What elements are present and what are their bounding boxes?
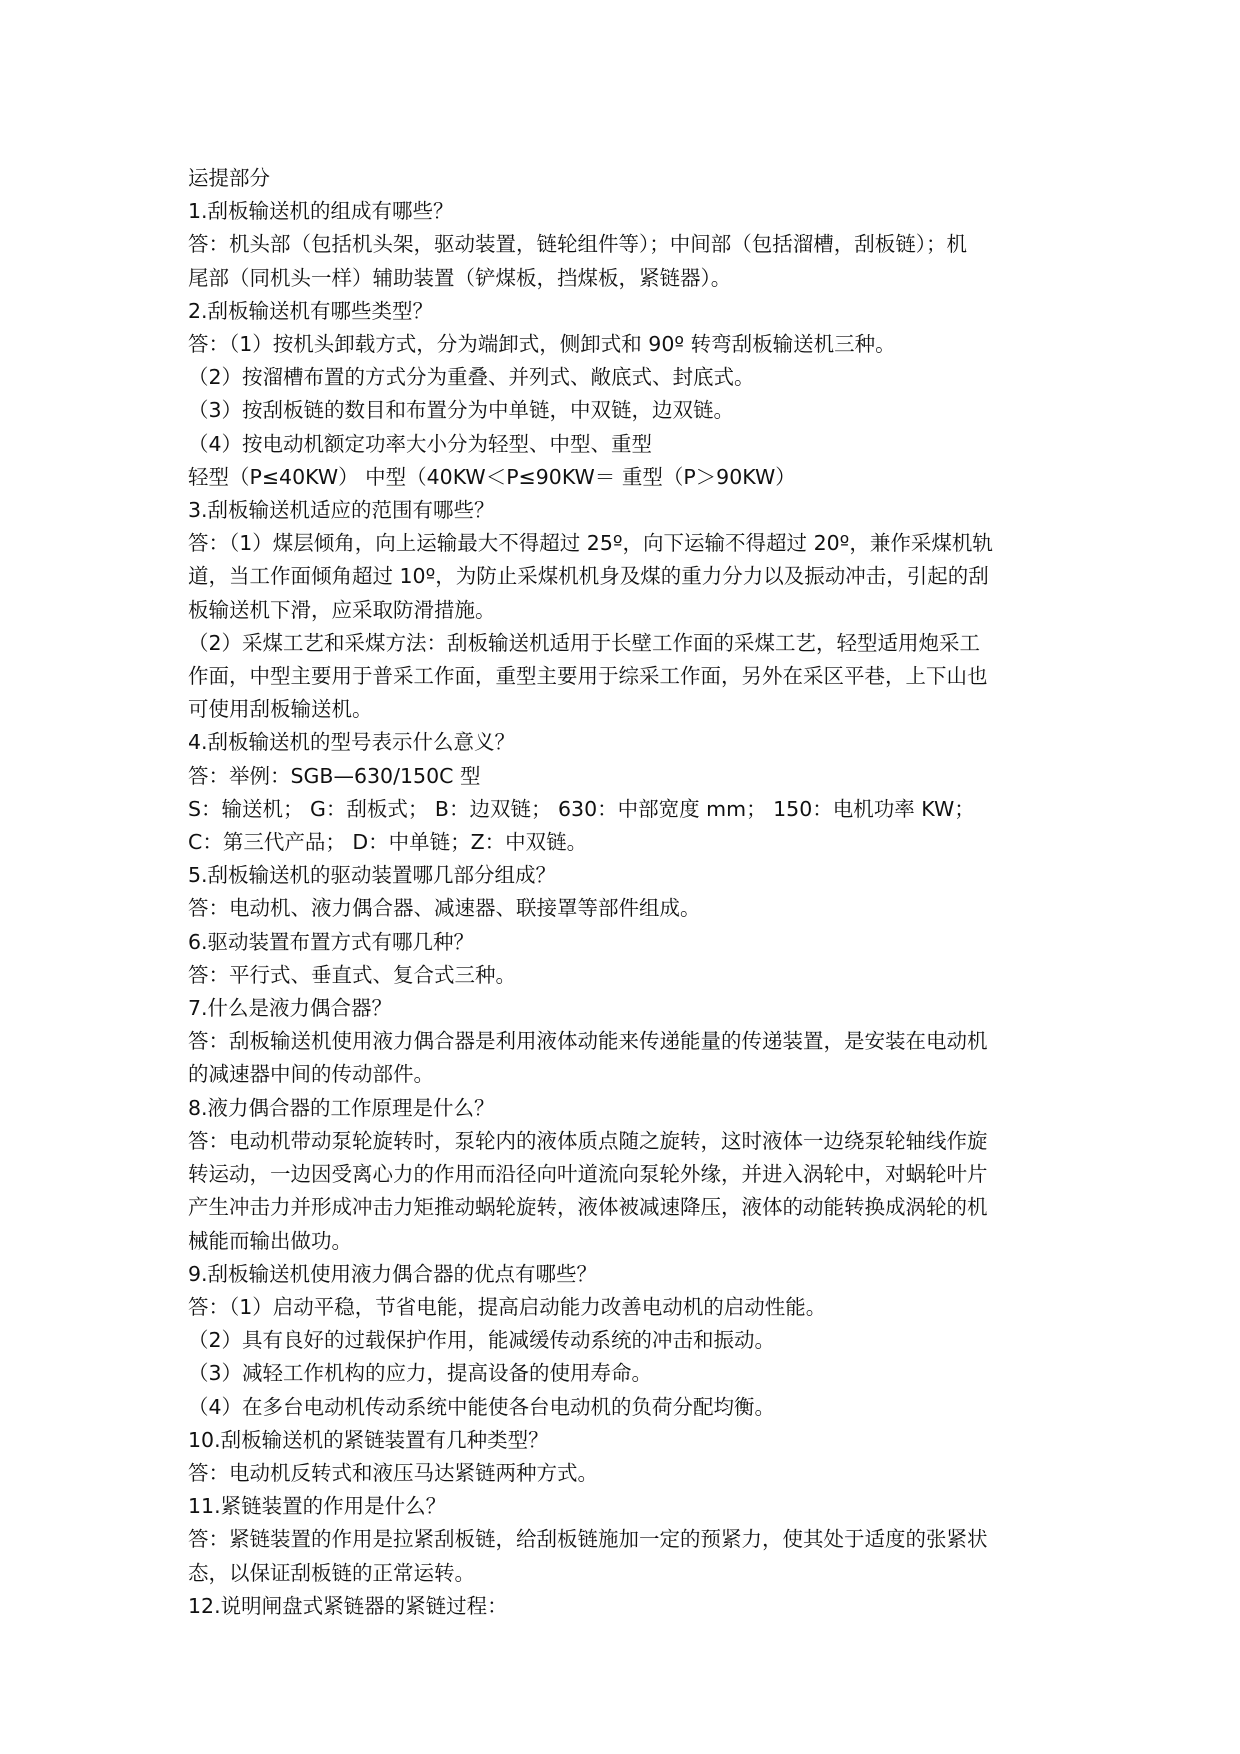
answer-2-item-1: 答：（1）按机头卸载方式，分为端卸式，侧卸式和 90º 转弯刮板输送机三种。 [188, 332, 896, 357]
answer-3-line-4: （2）采煤工艺和采煤方法：刮板输送机适用于长壁工作面的采煤工艺，轻型适用炮采工 [188, 630, 981, 655]
answer-3-line-5: 作面，中型主要用于普采工作面，重型主要用于综采工作面，另外在采区平巷，上下山也 [188, 664, 988, 689]
question-12: 12.说明闸盘式紧链器的紧链过程： [188, 1593, 508, 1618]
answer-3-line-1: 答：（1）煤层倾角，向上运输最大不得超过 25º，向下运输不得超过 20º，兼作采煤机轨 [188, 531, 993, 556]
question-3: 3.刮板输送机适应的范围有哪些？ [188, 498, 495, 523]
answer-8-line-3: 产生冲击力并形成冲击力矩推动蜗轮旋转，液体被减速降压，液体的动能转换成涡轮的机 [188, 1195, 988, 1220]
answer-4-line-1: 答：举例：SGB—630/150C 型 [188, 763, 481, 788]
answer-9-item-2: （2）具有良好的过载保护作用，能减缓传动系统的冲击和振动。 [188, 1328, 776, 1353]
answer-2-power-ranges: 轻型（P≤40KW） 中型（40KW＜P≤90KW＝ 重型（P＞90KW） [188, 464, 796, 489]
answer-1-line-1: 答：机头部（包括机头架，驱动装置，链轮组件等）；中间部（包括溜槽，刮板链）；机 [188, 232, 967, 257]
answer-2-item-2: （2）按溜槽布置的方式分为重叠、并列式、敞底式、封底式。 [188, 365, 755, 390]
question-9: 9.刮板输送机使用液力偶合器的优点有哪些？ [188, 1261, 598, 1286]
answer-9-item-4: （4）在多台电动机传动系统中能使各台电动机的负荷分配均衡。 [188, 1394, 776, 1419]
question-11: 11.紧链装置的作用是什么？ [188, 1494, 447, 1519]
answer-5: 答：电动机、液力偶合器、减速器、联接罩等部件组成。 [188, 896, 701, 921]
question-6: 6.驱动装置布置方式有哪几种？ [188, 929, 475, 954]
answer-3-line-2: 道，当工作面倾角超过 10º，为防止采煤机机身及煤的重力分力以及振动冲击，引起的刮 [188, 564, 989, 589]
answer-8-line-2: 转运动，一边因受离心力的作用而沿径向叶道流向泵轮外缘，并进入涡轮中，对蜗轮叶片 [188, 1162, 988, 1187]
question-1: 1.刮板输送机的组成有哪些？ [188, 199, 454, 224]
answer-4-line-2: S：输送机； G：刮板式； B：边双链； 630：中部宽度 mm； 150：电机功率 KW； [188, 796, 975, 821]
question-8: 8.液力偶合器的工作原理是什么？ [188, 1095, 495, 1120]
document-body [188, 162, 1058, 1623]
answer-7-line-1: 答：刮板输送机使用液力偶合器是利用液体动能来传递能量的传递装置，是安装在电动机 [188, 1029, 988, 1054]
question-5: 5.刮板输送机的驱动装置哪几部分组成？ [188, 863, 557, 888]
answer-6: 答：平行式、垂直式、复合式三种。 [188, 962, 516, 987]
answer-10: 答：电动机反转式和液压马达紧链两种方式。 [188, 1460, 598, 1485]
answer-1-line-2: 尾部（同机头一样）辅助装置（铲煤板，挡煤板，紧链器）。 [188, 265, 732, 290]
answer-4-line-3: C：第三代产品； D：中单链；Z：中双链。 [188, 830, 588, 855]
question-4: 4.刮板输送机的型号表示什么意义？ [188, 730, 516, 755]
answer-11-line-2: 态，以保证刮板链的正常运转。 [188, 1560, 475, 1585]
question-7: 7.什么是液力偶合器？ [188, 996, 393, 1021]
answer-9-item-1: 答：（1）启动平稳，节省电能，提高启动能力改善电动机的启动性能。 [188, 1294, 827, 1319]
answer-2-item-3: （3）按刮板链的数目和布置分为中单链，中双链，边双链。 [188, 398, 735, 423]
answer-11-line-1: 答：紧链装置的作用是拉紧刮板链，给刮板链施加一定的预紧力，使其处于适度的张紧状 [188, 1527, 988, 1552]
answer-8-line-1: 答：电动机带动泵轮旋转时，泵轮内的液体质点随之旋转，这时液体一边绕泵轮轴线作旋 [188, 1128, 988, 1153]
answer-3-line-3: 板输送机下滑，应采取防滑措施。 [188, 597, 496, 622]
question-10: 10.刮板输送机的紧链装置有几种类型？ [188, 1427, 549, 1452]
answer-2-item-4: （4）按电动机额定功率大小分为轻型、中型、重型 [188, 431, 653, 456]
answer-7-line-2: 的减速器中间的传动部件。 [188, 1062, 434, 1087]
answer-8-line-4: 械能而输出做功。 [188, 1228, 352, 1253]
answer-9-item-3: （3）减轻工作机构的应力，提高设备的使用寿命。 [188, 1361, 653, 1386]
answer-3-line-6: 可使用刮板输送机。 [188, 697, 373, 722]
section-title: 运提部分 [188, 166, 270, 190]
question-2: 2.刮板输送机有哪些类型？ [188, 298, 434, 323]
